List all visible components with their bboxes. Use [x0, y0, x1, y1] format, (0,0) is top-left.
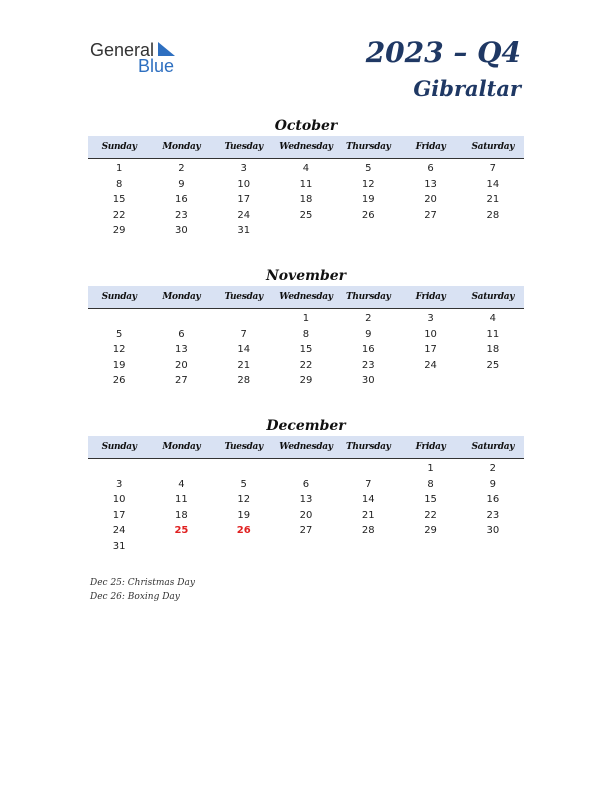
- day-cell: 6: [178, 328, 185, 340]
- day-cell: 10: [112, 494, 126, 506]
- holiday-note: Dec 26: Boxing Day: [90, 591, 180, 602]
- day-cell: 15: [424, 494, 437, 506]
- weekday-label: Friday: [415, 442, 446, 452]
- day-cell: 4: [178, 478, 185, 490]
- day-cell: 14: [237, 344, 251, 356]
- day-cell: 6: [302, 478, 310, 490]
- week-row: [88, 342, 524, 358]
- day-cell: 31: [112, 540, 126, 552]
- week-row: [88, 539, 524, 555]
- weekday-label: Saturday: [471, 142, 515, 152]
- day-cell: 23: [175, 209, 188, 221]
- weekday-label: Friday: [415, 292, 446, 302]
- day-cell: 28: [237, 375, 251, 387]
- day-cell: 2: [489, 463, 497, 475]
- day-cell: 22: [112, 209, 126, 221]
- day-cell: 11: [175, 494, 188, 506]
- day-cell: 10: [237, 178, 251, 190]
- day-cell: 14: [361, 494, 375, 506]
- weekday-label: Thursday: [346, 292, 391, 302]
- day-cell: 20: [299, 509, 313, 521]
- month-november: [88, 266, 524, 389]
- day-cell: 3: [240, 163, 247, 175]
- day-cell: 26: [361, 209, 375, 221]
- day-cell: 30: [175, 225, 188, 237]
- day-cell: 30: [361, 375, 375, 387]
- day-cell: 16: [486, 494, 500, 506]
- day-cell: 21: [361, 509, 375, 521]
- day-cell: 7: [240, 328, 247, 340]
- day-cell: 15: [112, 194, 126, 206]
- week-row: [88, 311, 524, 327]
- day-cell: 1: [302, 313, 310, 325]
- weekday-label: Sunday: [101, 142, 137, 152]
- week-row: [88, 461, 524, 477]
- day-cell: 20: [175, 359, 188, 371]
- day-cell: 25: [299, 209, 313, 221]
- day-cell: 18: [299, 194, 313, 206]
- day-cell: 5: [365, 163, 372, 175]
- day-cell: 19: [361, 194, 375, 206]
- month-december: [88, 416, 524, 554]
- day-cell: 3: [427, 313, 434, 325]
- holiday-notes: [90, 577, 195, 604]
- week-row: [88, 223, 524, 239]
- day-cell: 29: [424, 525, 437, 537]
- week-row: [88, 492, 524, 508]
- day-cell: 19: [237, 509, 251, 521]
- day-cell: 3: [115, 478, 123, 490]
- day-cell: 19: [112, 359, 126, 371]
- day-cell: 5: [115, 328, 123, 340]
- day-cell: 16: [175, 194, 188, 206]
- month-title: November: [265, 268, 347, 284]
- day-cell: 7: [489, 163, 497, 175]
- day-cell: 23: [486, 509, 500, 521]
- day-cell: 17: [424, 344, 437, 356]
- weekday-label: Tuesday: [224, 142, 263, 152]
- week-row: [88, 358, 524, 374]
- day-cell: 12: [112, 344, 126, 356]
- day-cell: 7: [365, 478, 372, 490]
- day-cell: 12: [361, 178, 375, 190]
- generalblue-logo: [90, 40, 190, 76]
- holiday-day-cell: 26: [236, 525, 251, 537]
- day-cell: 30: [486, 525, 500, 537]
- day-cell: 29: [299, 375, 313, 387]
- day-cell: 6: [427, 163, 434, 175]
- day-cell: 21: [237, 359, 251, 371]
- day-cell: 9: [365, 328, 372, 340]
- week-row: [88, 508, 524, 524]
- holiday-note: Dec 25: Christmas Day: [90, 578, 195, 588]
- weekday-label: Tuesday: [224, 292, 263, 302]
- weekday-label: Wednesday: [279, 292, 333, 302]
- weekday-label: Tuesday: [224, 442, 263, 452]
- day-cell: 29: [112, 225, 126, 237]
- day-cell: 17: [112, 509, 126, 521]
- day-cell: 13: [424, 178, 437, 190]
- day-cell: 13: [175, 344, 188, 356]
- week-row: [88, 161, 524, 177]
- week-row: [88, 327, 524, 343]
- week-row: [88, 477, 524, 493]
- day-cell: 21: [486, 194, 500, 206]
- week-rows: [88, 159, 524, 239]
- weekday-label: Sunday: [101, 442, 137, 452]
- weekday-label: Monday: [162, 292, 201, 302]
- weekday-label: Sunday: [101, 292, 137, 302]
- day-cell: 24: [112, 525, 126, 537]
- weekday-header: [88, 436, 524, 459]
- weekday-label: Monday: [162, 142, 201, 152]
- weekday-label: Wednesday: [279, 442, 333, 452]
- month-title: October: [274, 118, 338, 134]
- day-cell: 9: [178, 178, 185, 190]
- weekday-label: Friday: [415, 142, 446, 152]
- day-cell: 27: [424, 209, 437, 221]
- week-rows: [88, 309, 524, 389]
- day-cell: 27: [299, 525, 313, 537]
- day-cell: 4: [489, 313, 497, 325]
- week-row: [88, 177, 524, 193]
- day-cell: 20: [424, 194, 437, 206]
- day-cell: 17: [237, 194, 251, 206]
- day-cell: 4: [302, 163, 310, 175]
- day-cell: 5: [240, 478, 247, 490]
- day-cell: 31: [237, 225, 251, 237]
- weekday-label: Wednesday: [279, 142, 333, 152]
- day-cell: 12: [237, 494, 251, 506]
- day-cell: 8: [427, 478, 434, 490]
- day-cell: 11: [299, 178, 313, 190]
- day-cell: 18: [486, 344, 500, 356]
- weekday-label: Saturday: [471, 292, 515, 302]
- day-cell: 13: [299, 494, 313, 506]
- holiday-day-cell: 25: [174, 525, 189, 537]
- day-cell: 24: [424, 359, 437, 371]
- day-cell: 11: [486, 328, 500, 340]
- weekday-label: Thursday: [346, 142, 391, 152]
- day-cell: 28: [486, 209, 500, 221]
- day-cell: 16: [361, 344, 375, 356]
- day-cell: 28: [361, 525, 375, 537]
- day-cell: 26: [112, 375, 126, 387]
- day-cell: 2: [365, 313, 372, 325]
- month-title: December: [266, 418, 346, 434]
- week-row: [88, 192, 524, 208]
- day-cell: 18: [175, 509, 188, 521]
- day-cell: 27: [175, 375, 188, 387]
- day-cell: 25: [486, 359, 500, 371]
- weekday-header: [88, 286, 524, 309]
- day-cell: 23: [361, 359, 375, 371]
- day-cell: 14: [486, 178, 500, 190]
- day-cell: 1: [427, 463, 434, 475]
- day-cell: 22: [424, 509, 437, 521]
- weekday-label: Thursday: [346, 442, 391, 452]
- month-october: [88, 116, 524, 239]
- day-cell: 2: [178, 163, 185, 175]
- week-row: [88, 373, 524, 389]
- weekday-header: [88, 136, 524, 159]
- day-cell: 1: [115, 163, 123, 175]
- weekday-label: Monday: [162, 442, 201, 452]
- day-cell: 10: [424, 328, 437, 340]
- logo-text-general: General: [90, 40, 155, 60]
- week-row: [88, 523, 524, 539]
- weekday-label: Saturday: [471, 442, 515, 452]
- page-title: 2023 – Q4: [365, 36, 521, 69]
- week-rows: [88, 459, 524, 554]
- day-cell: 24: [237, 209, 251, 221]
- day-cell: 15: [299, 344, 313, 356]
- day-cell: 9: [489, 478, 497, 490]
- day-cell: 22: [299, 359, 313, 371]
- week-row: [88, 208, 524, 224]
- page-subtitle: Gibraltar: [413, 76, 521, 101]
- day-cell: 8: [302, 328, 310, 340]
- logo-text-blue: Blue: [138, 56, 175, 76]
- day-cell: 8: [115, 178, 123, 190]
